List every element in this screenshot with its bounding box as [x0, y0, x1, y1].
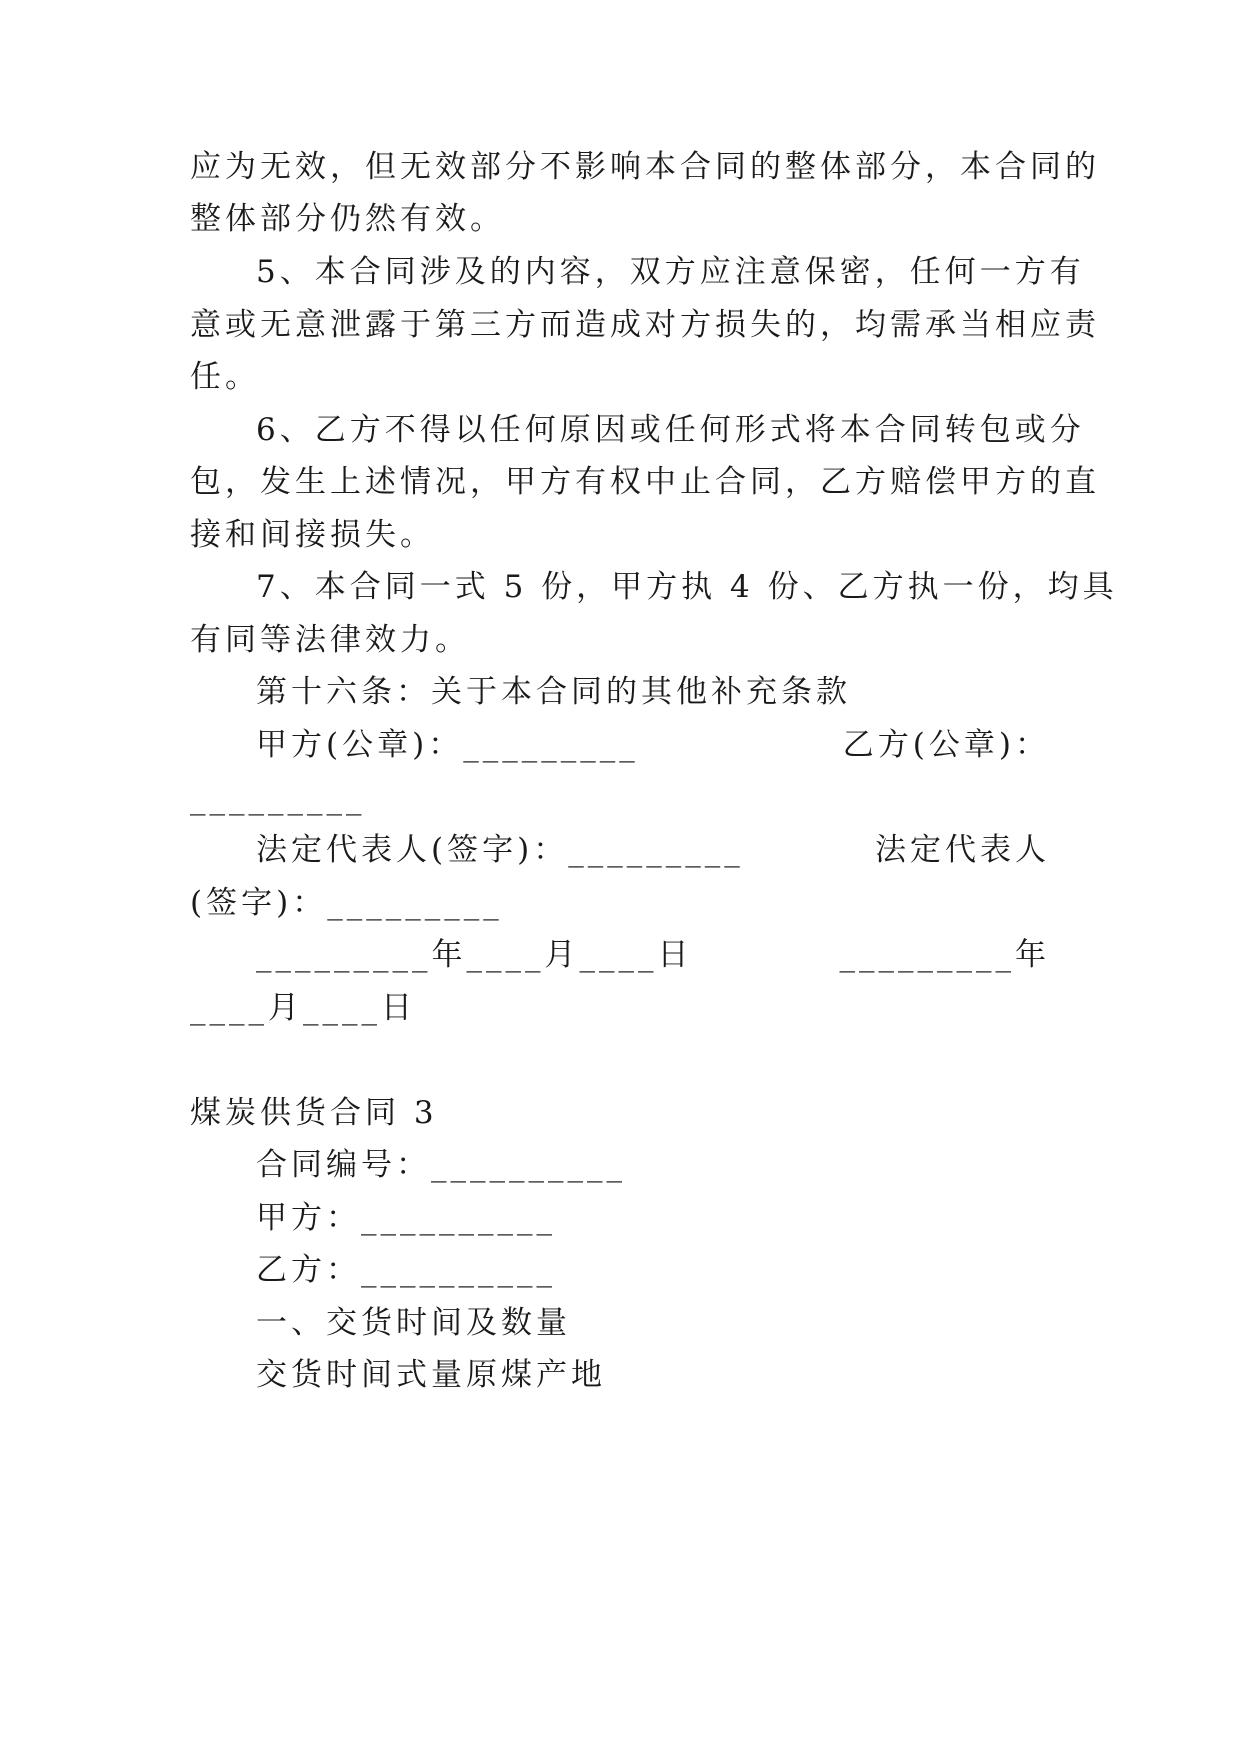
party-b-seal: 乙方(公章)：: [842, 727, 1050, 763]
clause-5-line: 5、本合同涉及的内容，双方应注意保密，任何一方有: [256, 254, 1085, 290]
clause-7-line: 有同等法律效力。: [190, 622, 470, 658]
paragraph-line: 整体部分仍然有效。: [190, 201, 505, 237]
party-b-seal-blank: _________: [190, 780, 366, 816]
paragraph-line: 应为无效，但无效部分不影响本合同的整体部分，本合同的: [190, 149, 1100, 185]
article-16-heading: 第十六条：关于本合同的其他补充条款: [256, 674, 851, 710]
contract-number: 合同编号：__________: [256, 1147, 626, 1183]
contract-party-a: 甲方：__________: [256, 1200, 556, 1236]
clause-5-line: 任。: [190, 359, 260, 395]
party-a-representative: 法定代表人(签字)：_________: [256, 832, 744, 868]
clause-6-line: 接和间接损失。: [190, 517, 435, 553]
party-b-date-cont: ____月____日: [190, 990, 416, 1026]
party-a-seal: 甲方(公章)：_________: [256, 727, 639, 763]
clause-6-line: 6、乙方不得以任何原因或任何形式将本合同转包或分: [256, 412, 1085, 448]
clause-5-line: 意或无意泄露于第三方而造成对方损失的，均需承当相应责: [190, 307, 1100, 343]
contract-3-title: 煤炭供货合同 3: [190, 1095, 438, 1131]
party-b-date: _________年: [839, 937, 1050, 973]
party-a-date: _________年____月____日: [256, 937, 693, 973]
clause-6-line: 包，发生上述情况，甲方有权中止合同，乙方赔偿甲方的直: [190, 464, 1100, 500]
section-1-heading: 一、交货时间及数量: [256, 1305, 571, 1341]
delivery-table-header: 交货时间式量原煤产地: [256, 1357, 606, 1393]
clause-7-line: 7、本合同一式 5 份，甲方执 4 份、乙方执一份，均具: [256, 569, 1118, 605]
contract-party-b: 乙方：__________: [256, 1252, 556, 1288]
party-b-representative: 法定代表人: [875, 832, 1050, 868]
party-b-representative-signature: (签字)：_________: [190, 885, 503, 921]
